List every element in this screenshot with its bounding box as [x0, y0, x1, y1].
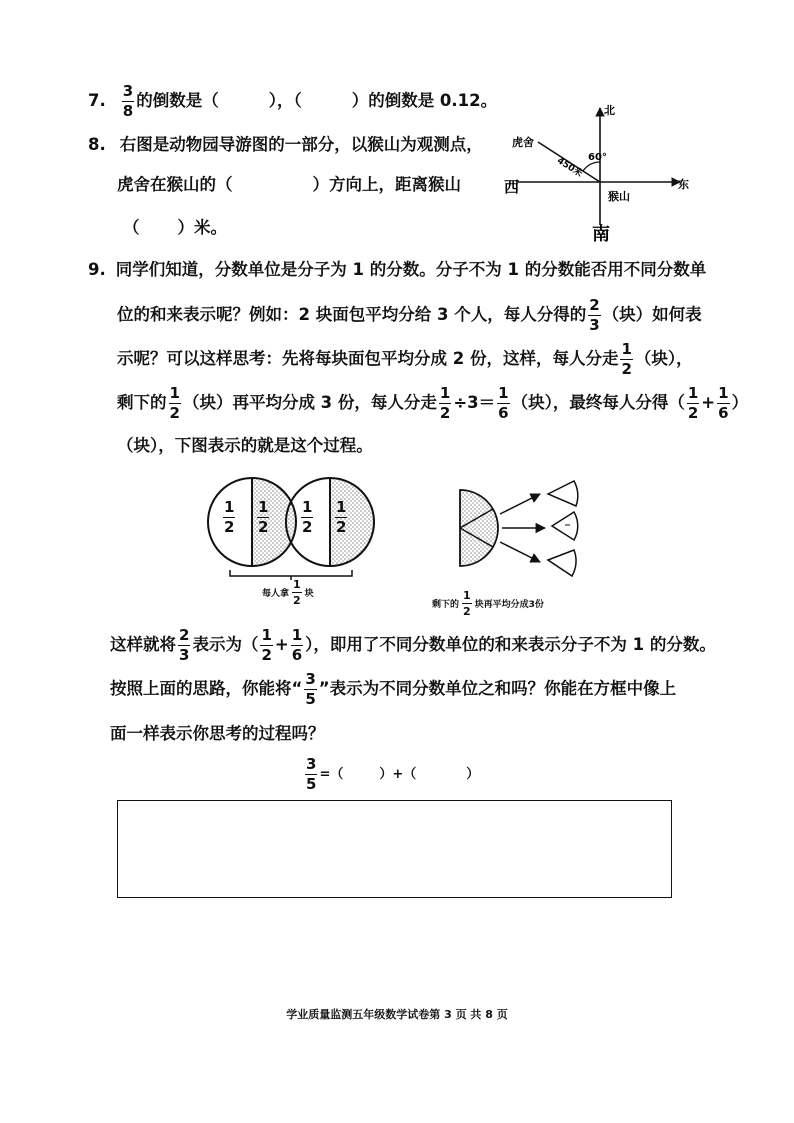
- q9-line4-plus: +: [701, 393, 716, 413]
- q9-line4-frac-2: $\frac{1}{2}$: [439, 384, 451, 422]
- p2-frac-3: $\frac{1}{6}$: [291, 626, 303, 664]
- question-7: [88, 84, 497, 119]
- q9-line4-a: 剩下的: [117, 393, 167, 413]
- q8-text-3b: ）米。: [177, 218, 227, 237]
- question-9-line-2: [117, 298, 702, 333]
- q9-line4-d: （块），最终每人分得（: [511, 393, 685, 413]
- q9-line4-e: ）: [731, 393, 749, 413]
- left-caption-frac: $\frac{1}{2}$: [293, 578, 301, 607]
- q9-text-line-5: （块），下图表示的就是这个过程。: [117, 436, 373, 455]
- q9-fraction-half: $\frac{1}{2}$: [621, 340, 632, 378]
- q9-equation: [303, 757, 479, 792]
- q7-fraction: $\frac{3}{8}$: [122, 82, 134, 120]
- eq-a: =（: [319, 767, 344, 782]
- q9-paragraph-3: [110, 672, 676, 707]
- q9-paragraph-2: [110, 628, 716, 663]
- eq-frac: $\frac{3}{5}$: [306, 755, 317, 793]
- q9-fraction-two-thirds: $\frac{2}{3}$: [589, 296, 600, 334]
- q9-line4-c: ÷3＝: [453, 393, 496, 413]
- zoo-direction-map: [500, 100, 700, 245]
- question-8-line-1: [88, 137, 483, 154]
- page-footer: [0, 1006, 794, 1022]
- half-label-4: 1 2: [336, 498, 347, 536]
- right-caption-frac: $\frac{1}{2}$: [463, 589, 471, 618]
- question-8-line-2: [117, 177, 461, 194]
- q9-text-line-3-end: （块），: [634, 349, 693, 369]
- tiger-house-label: 虎舍: [512, 136, 534, 149]
- q9-line4-frac-1: $\frac{1}{2}$: [169, 384, 180, 422]
- q8-text-3a: （: [123, 218, 140, 237]
- arrow-up: [500, 494, 540, 514]
- p2-c: ），即用了不同分数单位的和来表示分子不为 1 的分数。: [305, 635, 716, 655]
- remaining-half-figure: [450, 476, 600, 586]
- q9-text-line-2-end: （块）如何表: [602, 305, 702, 325]
- arrow-down: [500, 542, 540, 562]
- half-label-3: 1 2: [302, 498, 313, 536]
- monkey-hill-label: 猴山: [608, 190, 630, 203]
- q8-text-2a: 虎舍在猴山的（: [117, 175, 233, 194]
- question-9-line-4: [117, 386, 748, 421]
- north-label: 北: [604, 104, 615, 117]
- left-caption-a: 每人拿: [262, 589, 290, 599]
- q9-line4-frac-5: $\frac{1}{6}$: [718, 384, 729, 422]
- q9-number: 9.: [88, 260, 106, 279]
- east-label: 东: [678, 178, 689, 191]
- p4-text: 面一样表示你思考的过程吗？: [110, 724, 325, 743]
- right-caption-a: 剩下的: [432, 600, 460, 610]
- q9-text-line-2: 位的和来表示呢？例如：2 块面包平均分给 3 个人，每人分得的: [117, 305, 587, 325]
- angle-arc: [583, 162, 600, 171]
- left-caption-b: 块: [304, 589, 314, 599]
- question-9-line-3: [117, 342, 693, 377]
- q8-text-2b: ）方向上，距离猴山: [312, 175, 461, 194]
- piece-3: [548, 550, 576, 576]
- p2-b: 表示为（: [192, 635, 259, 655]
- eq-b: ）+（: [379, 767, 417, 782]
- question-9-line-5: [117, 438, 373, 455]
- q9-text-line-3: 示呢？可以这样思考：先将每块面包平均分成 2 份，这样，每人分走: [117, 349, 619, 369]
- q7-text-3: ）的倒数是 0.12。: [351, 91, 498, 111]
- left-figure-caption: [262, 579, 314, 606]
- q7-text-2: ），（: [268, 91, 302, 111]
- p3-b: ”表示为不同分数单位之和吗？你能在方框中像上: [318, 679, 677, 699]
- p2-a: 这样就将: [110, 635, 176, 655]
- q9-line4-frac-4: $\frac{1}{2}$: [687, 384, 699, 422]
- p2-plus: +: [274, 635, 289, 655]
- distance-label: 450米: [555, 155, 584, 180]
- q9-text-line-1: 同学们知道，分数单位是分子为 1 的分数。分子不为 1 的分数能否用不同分数单: [115, 260, 707, 279]
- right-figure-caption: [432, 590, 544, 617]
- q8-number: 8.: [88, 135, 106, 154]
- q8-text-line-1: 右图是动物园导游图的一部分，以猴山为观测点，: [119, 135, 483, 154]
- q7-text-1: 的倒数是（: [136, 91, 219, 111]
- question-9-line-1: [88, 262, 706, 279]
- west-label: 西: [504, 178, 520, 196]
- brace: [230, 570, 352, 576]
- piece-1: [548, 481, 578, 506]
- p3-a: 按照上面的思路，你能将“: [110, 679, 303, 699]
- eq-c: ）: [466, 767, 480, 782]
- answer-box[interactable]: [117, 800, 672, 898]
- half-label-2: 1 2: [258, 498, 269, 536]
- q9-paragraph-4: [110, 726, 325, 743]
- angle-label: 60°: [588, 152, 607, 163]
- q9-line4-frac-3: $\frac{1}{6}$: [498, 384, 509, 422]
- p2-frac-2: $\frac{1}{2}$: [261, 626, 272, 664]
- p2-frac-1: $\frac{2}{3}$: [179, 626, 190, 664]
- south-label: 南: [592, 224, 610, 245]
- p3-frac: $\frac{3}{5}$: [305, 670, 316, 708]
- half-label-1: 1 2: [224, 498, 235, 536]
- footer-text: 学业质量监测五年级数学试卷第 3 页 共 8 页: [286, 1008, 508, 1021]
- half-circle: [460, 490, 498, 566]
- piece-2: [552, 512, 578, 540]
- q7-number: 7.: [88, 91, 106, 111]
- question-8-line-3: [123, 220, 227, 237]
- right-caption-b: 块再平均分成3份: [474, 600, 544, 610]
- q9-line4-b: （块）再平均分成 3 份，每人分走: [182, 393, 437, 413]
